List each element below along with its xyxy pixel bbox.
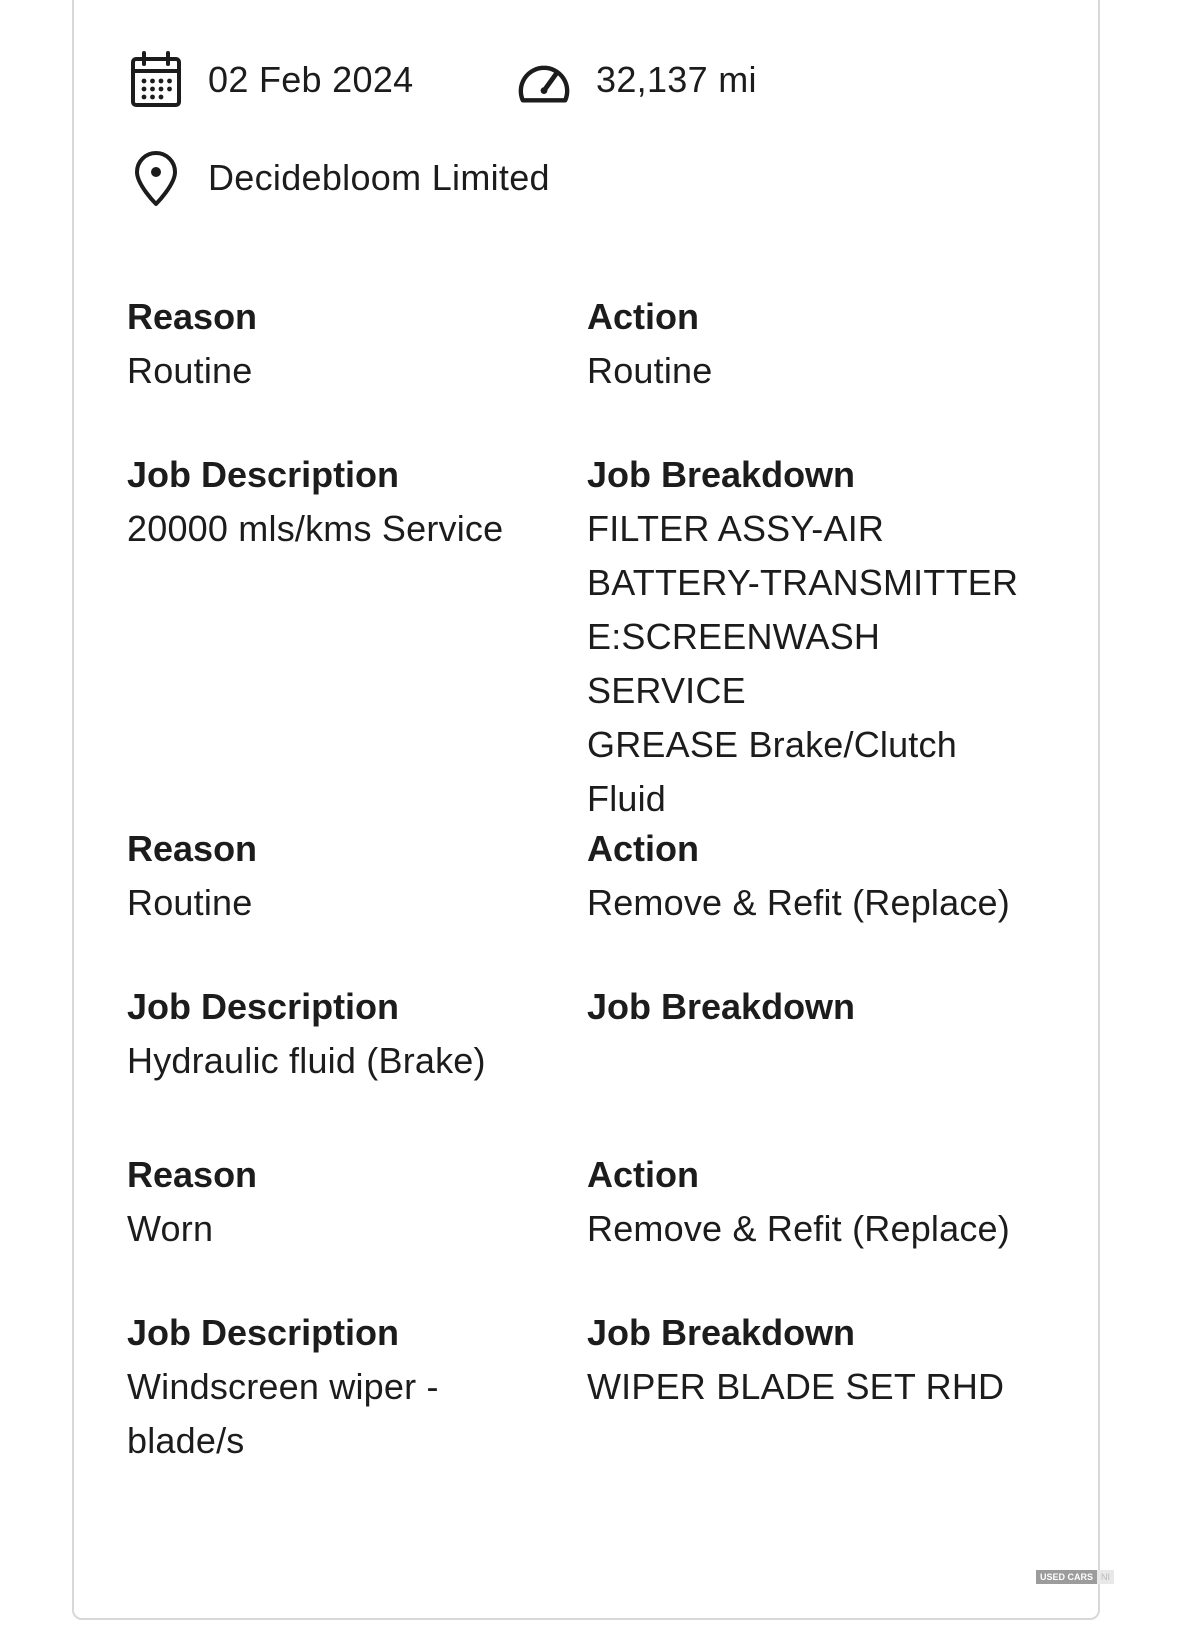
job-breakdown-field <box>587 980 1047 1088</box>
reason-value: Worn <box>127 1208 214 1249</box>
job-description-value: Windscreen wiper - blade/s <box>127 1366 439 1461</box>
action-field <box>587 822 1047 930</box>
service-date: 02 Feb 2024 <box>208 59 414 100</box>
speedometer-icon <box>516 50 572 110</box>
reason-label: Reason <box>127 296 258 337</box>
action-field <box>587 290 1047 398</box>
job-description-label: Job Description <box>127 986 400 1027</box>
job-entry <box>127 822 1067 1088</box>
watermark <box>1036 1569 1114 1585</box>
service-location-row <box>128 148 550 208</box>
action-value: Routine <box>587 350 713 391</box>
job-description-field <box>127 448 587 826</box>
job-breakdown-item: GREASE Brake/Clutch <box>587 724 957 765</box>
service-mileage-row <box>516 50 757 110</box>
action-field <box>587 1148 1047 1256</box>
job-entry <box>127 1148 1067 1468</box>
job-breakdown-item: E:SCREENWASH SERVICE <box>587 616 881 711</box>
action-value: Remove & Refit (Replace) <box>587 1208 1010 1249</box>
job-breakdown-item: FILTER ASSY-AIR <box>587 508 885 549</box>
watermark-right: NI <box>1097 1570 1114 1584</box>
job-description-value: 20000 mls/kms Service <box>127 508 504 549</box>
job-breakdown-field <box>587 1306 1047 1468</box>
job-breakdown-item: BATTERY-TRANSMITTER <box>587 562 1019 603</box>
reason-value: Routine <box>127 882 253 923</box>
job-breakdown-field <box>587 448 1047 826</box>
job-description-label: Job Description <box>127 1312 400 1353</box>
location-pin-icon <box>128 148 184 208</box>
action-label: Action <box>587 828 699 869</box>
job-breakdown-label: Job Breakdown <box>587 454 856 495</box>
job-breakdown-item: Fluid <box>587 778 667 819</box>
service-mileage: 32,137 mi <box>596 59 757 100</box>
job-description-label: Job Description <box>127 454 400 495</box>
reason-value: Routine <box>127 350 253 391</box>
calendar-icon <box>128 50 184 110</box>
reason-field <box>127 822 587 930</box>
job-breakdown-label: Job Breakdown <box>587 1312 856 1353</box>
reason-field <box>127 1148 587 1256</box>
reason-field <box>127 290 587 398</box>
action-label: Action <box>587 296 699 337</box>
reason-label: Reason <box>127 1154 258 1195</box>
job-description-field <box>127 1306 587 1468</box>
job-description-field <box>127 980 587 1088</box>
job-entry <box>127 290 1067 826</box>
action-value: Remove & Refit (Replace) <box>587 882 1010 923</box>
job-description-value: Hydraulic fluid (Brake) <box>127 1040 486 1081</box>
job-breakdown-item: WIPER BLADE SET RHD <box>587 1366 1005 1407</box>
job-breakdown-label: Job Breakdown <box>587 986 856 1027</box>
service-date-row <box>128 50 413 110</box>
watermark-left: USED CARS <box>1036 1570 1097 1584</box>
reason-label: Reason <box>127 828 258 869</box>
service-location: Decidebloom Limited <box>208 157 550 198</box>
action-label: Action <box>587 1154 699 1195</box>
